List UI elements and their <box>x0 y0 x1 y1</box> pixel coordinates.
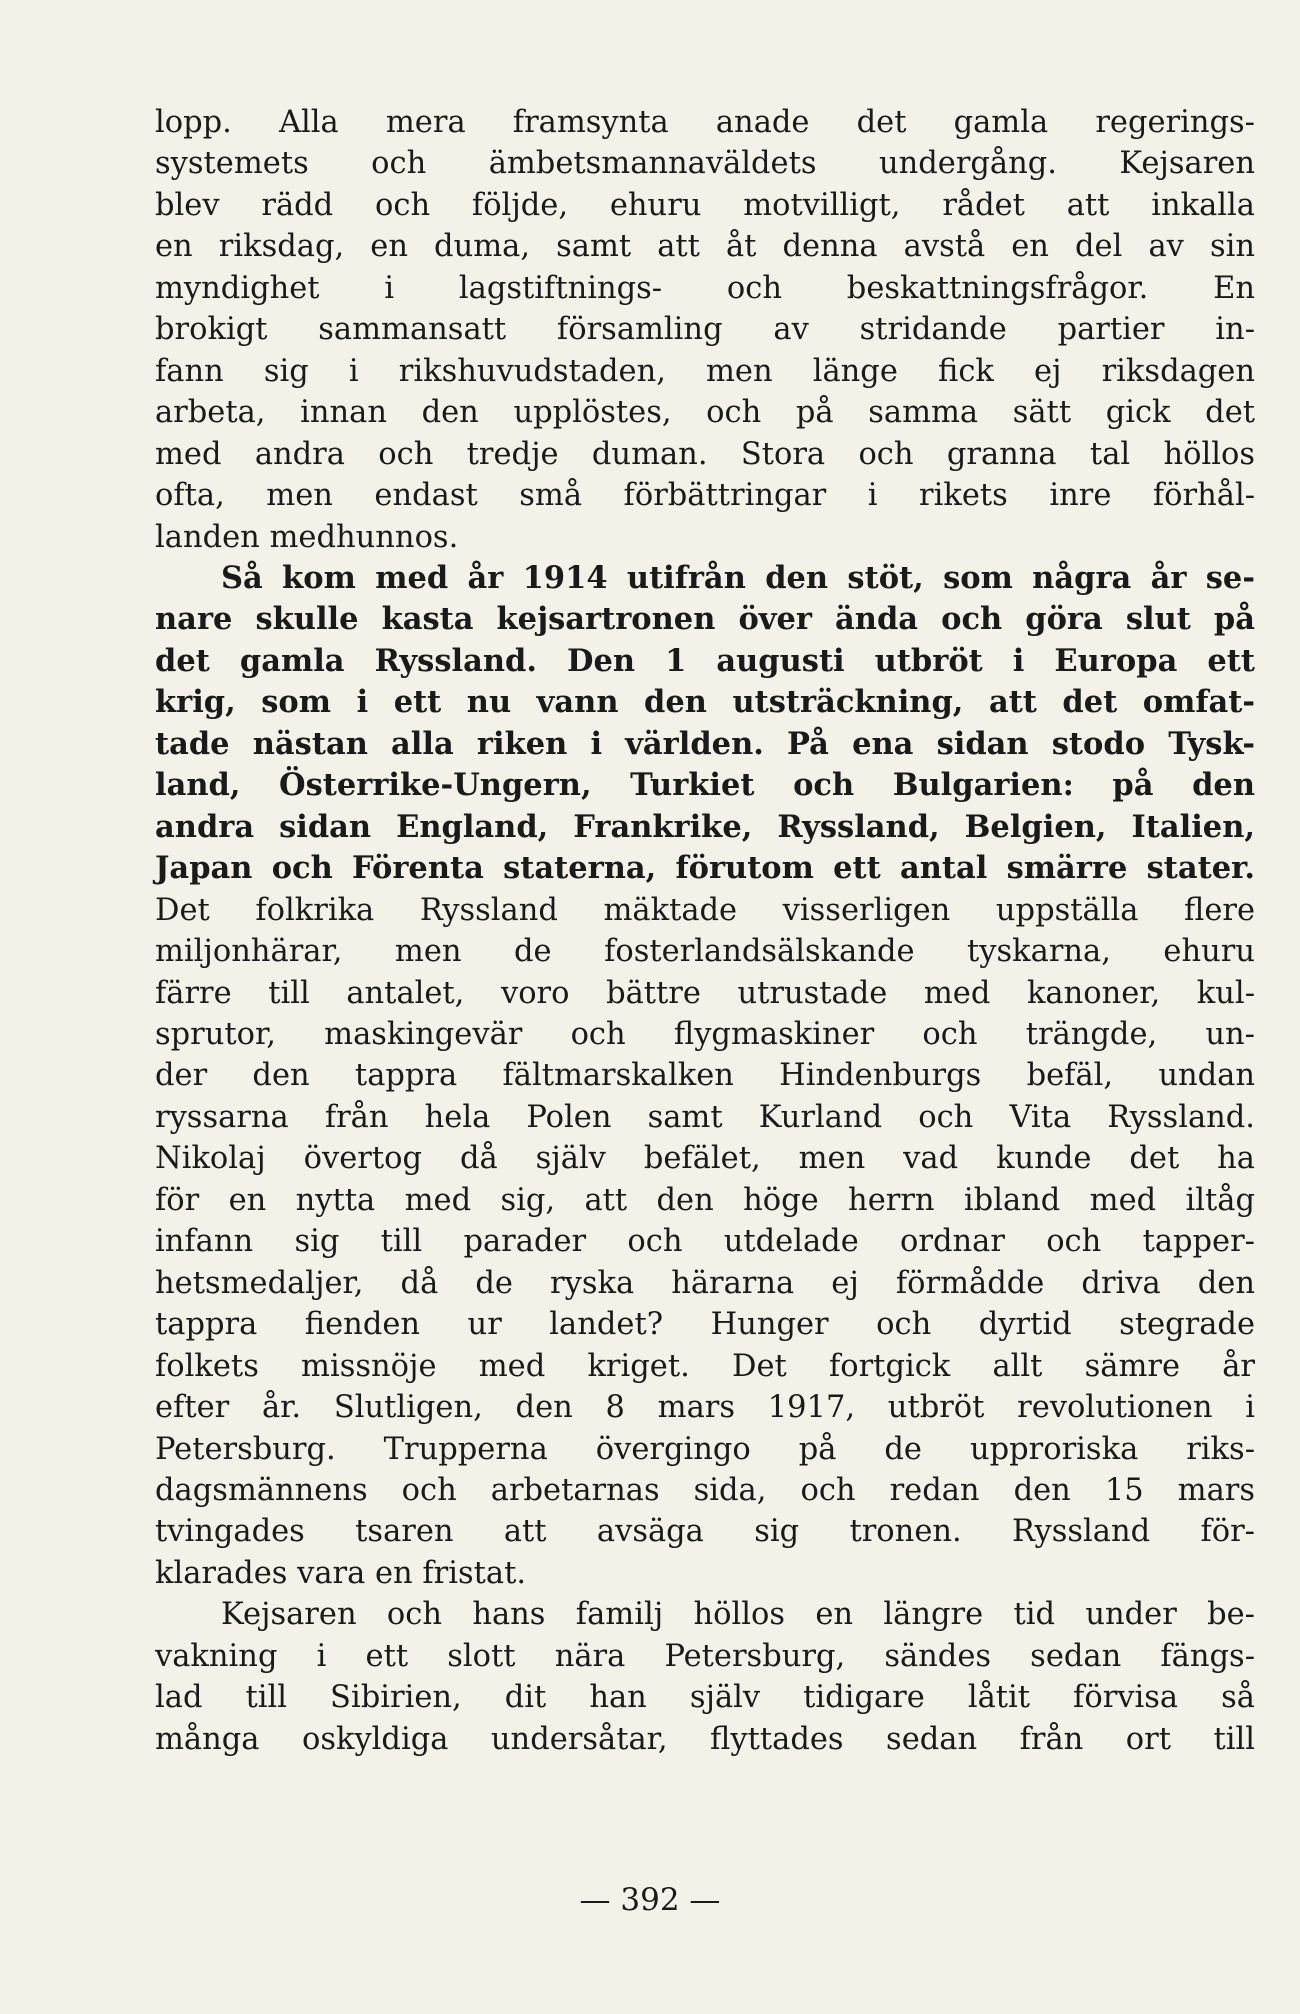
text-line: landen medhunnos. <box>155 519 459 555</box>
text-line: miljonhärar, men de fosterlandsälskande tyskarna, ehuru <box>155 934 1255 970</box>
text-line: vakning i ett slott nära Petersburg, sändes sedan fängs- <box>155 1638 1255 1674</box>
text-line: Petersburg. Trupperna övergingo på de upproriska riks- <box>155 1431 1255 1467</box>
text-line: dagsmännens och arbetarnas sida, och redan den 15 mars <box>155 1472 1255 1508</box>
text-line: lopp. Alla mera framsynta anade det gamla regerings- <box>155 105 1255 140</box>
text-line: Kejsaren och hans familj höllos en längre tid under be- <box>221 1597 1255 1633</box>
text-line: der den tappra fältmarskalken Hindenburgs befäl, undan <box>155 1058 1255 1094</box>
text-line: lad till Sibirien, dit han själv tidigare låtit förvisa så <box>155 1680 1255 1716</box>
page-number: — 392 — <box>579 1882 721 1918</box>
text-line: andra sidan England, Frankrike, Ryssland, Belgien, Italien, <box>155 808 1255 845</box>
text-line: Nikolaj övertog då själv befälet, men vad kunde det ha <box>155 1141 1255 1177</box>
text-line: det gamla Ryssland. Den 1 augusti utbröt i Europa ett <box>155 642 1255 679</box>
text-line: klarades vara en fristat. <box>155 1555 527 1591</box>
text-line: krig, som i ett nu vann den utsträckning, att det omfat- <box>155 684 1255 721</box>
text-line: fann sig i rikshuvudstaden, men länge fick ej riksdagen <box>155 353 1255 389</box>
paragraph-1 <box>155 102 1255 558</box>
text-line: färre till antalet, voro bättre utrustade med kanoner, kul- <box>155 975 1255 1011</box>
text-line: land, Österrike-Ungern, Turkiet och Bulgarien: på den <box>155 767 1255 804</box>
text-line: Så kom med år 1914 utifrån den stöt, som några år se- <box>221 559 1255 596</box>
text-line: många oskyldiga undersåtar, flyttades sedan från ort till <box>155 1721 1255 1757</box>
text-line: ofta, men endast små förbättringar i rikets inre förhål- <box>155 478 1255 514</box>
text-line: Det folkrika Ryssland mäktade visserligen uppställa flere <box>155 892 1255 928</box>
text-line: tvingades tsaren att avsäga sig tronen. Ryssland för- <box>155 1514 1255 1550</box>
paragraph-3 <box>155 1594 1255 1760</box>
text-line: folkets missnöje med kriget. Det fortgick allt sämre år <box>155 1348 1255 1384</box>
text-line: Japan och Förenta staterna, förutom ett antal smärre stater. <box>155 850 1255 887</box>
body-text <box>155 102 1255 1760</box>
text-line: tappra fienden ur landet? Hunger och dyrtid stegrade <box>155 1307 1255 1343</box>
text-line: sprutor, maskingevär och flygmaskiner och trängde, un- <box>155 1016 1255 1052</box>
text-line: hetsmedaljer, då de ryska härarna ej förmådde driva den <box>155 1265 1255 1301</box>
text-line: arbeta, innan den upplöstes, och på samma sätt gick det <box>155 395 1255 431</box>
text-line: med andra och tredje duman. Stora och granna tal höllos <box>155 436 1255 472</box>
text-line: för en nytta med sig, att den höge herrn ibland med iltåg <box>155 1182 1255 1218</box>
text-line: en riksdag, en duma, samt att åt denna avstå en del av sin <box>155 229 1255 265</box>
text-line: infann sig till parader och utdelade ordnar och tapper- <box>155 1224 1255 1260</box>
text-line: myndighet i lagstiftnings- och beskattningsfrågor. En <box>155 270 1255 306</box>
text-line: brokigt sammansatt församling av stridande partier in- <box>155 312 1255 348</box>
text-line: nare skulle kasta kejsartronen över ända och göra slut på <box>155 601 1255 638</box>
text-line: tade nästan alla riken i världen. På ena sidan stodo Tysk- <box>155 725 1255 762</box>
text-line: blev rädd och följde, ehuru motvilligt, rådet att inkalla <box>155 187 1255 223</box>
text-line: efter år. Slutligen, den 8 mars 1917, utbröt revolutionen i <box>155 1390 1255 1426</box>
paragraph-2 <box>155 558 1255 1594</box>
text-line: ryssarna från hela Polen samt Kurland och Vita Ryssland. <box>155 1099 1255 1135</box>
text-line: systemets och ämbetsmannaväldets undergång. Kejsaren <box>155 146 1255 182</box>
